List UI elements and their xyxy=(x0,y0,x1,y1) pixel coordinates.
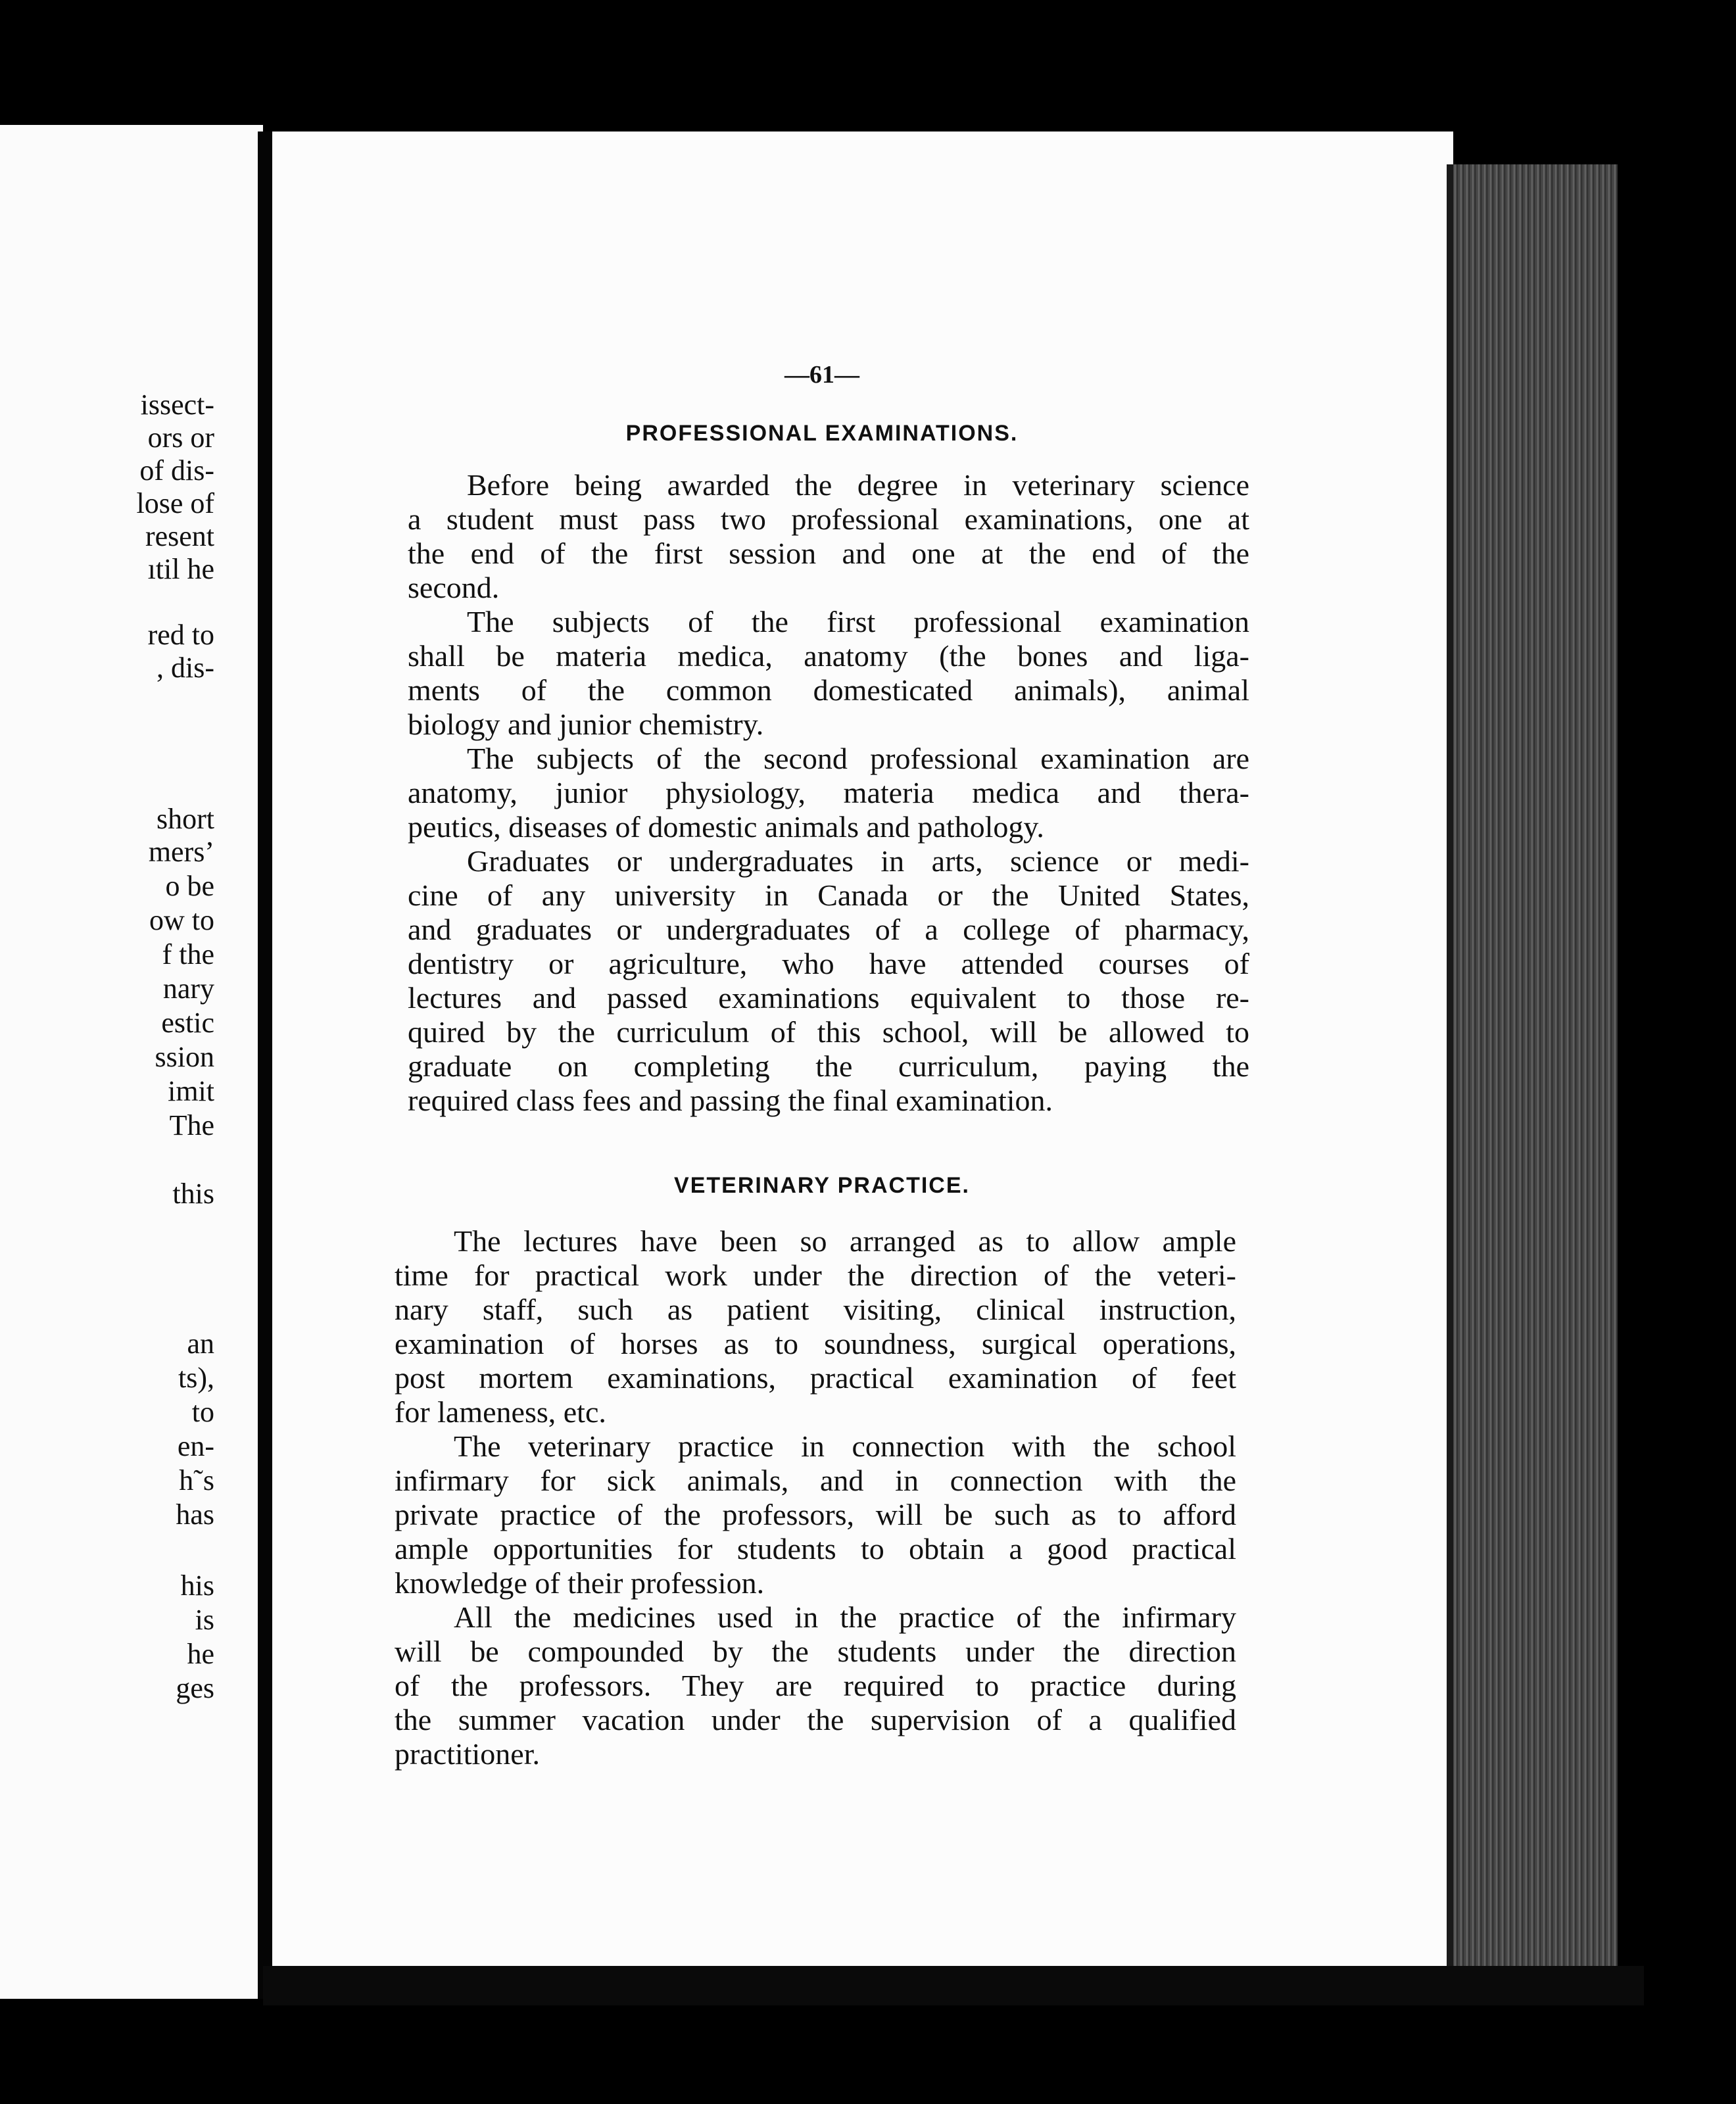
paragraph xyxy=(408,468,1249,605)
left-page-text-fragment: red to xyxy=(147,619,214,651)
text-line: the end of the first session and one at the end of the xyxy=(408,537,1249,570)
left-page-text-fragment: , dis- xyxy=(157,652,214,684)
left-page-text-fragment: is xyxy=(195,1604,214,1636)
text-line: and graduates or undergraduates of a college of pharmacy, xyxy=(408,913,1249,946)
text-line: ample opportunities for students to obtain a good practical xyxy=(395,1532,1236,1566)
text-line: second. xyxy=(408,571,500,604)
text-line: required class fees and passing the final examination. xyxy=(408,1084,1053,1117)
left-page-text-fragment: estic xyxy=(161,1007,214,1039)
text-line: quired by the curriculum of this school, will be allowed to xyxy=(408,1015,1249,1049)
text-line: lectures and passed examinations equivalent to those re- xyxy=(408,981,1249,1015)
left-page-text-fragment: resent xyxy=(145,520,214,552)
left-page-text-fragment: h˜s xyxy=(179,1464,214,1496)
left-page-text-fragment: en- xyxy=(177,1430,214,1462)
left-page-text-fragment: ssion xyxy=(155,1041,214,1073)
left-page-text-fragment: mers’ xyxy=(148,836,214,868)
left-page-text-fragment: lose of xyxy=(136,487,214,519)
section-heading-professional-examinations: PROFESSIONAL EXAMINATIONS. xyxy=(625,421,1019,446)
text-line: post mortem examinations, practical examination of feet xyxy=(395,1361,1236,1395)
left-page-text-fragment: f the xyxy=(162,938,214,970)
text-line: Before being awarded the degree in veterinary science xyxy=(467,468,1249,502)
left-page-text-fragment: short xyxy=(157,803,214,835)
left-page-text-fragment: issect- xyxy=(140,389,214,421)
paragraph xyxy=(408,742,1249,844)
text-line: the summer vacation under the supervision of a qualified xyxy=(395,1703,1236,1736)
text-line: shall be materia medica, anatomy (the bones and liga- xyxy=(408,639,1249,673)
paragraph xyxy=(395,1429,1236,1600)
left-page-text-fragment: The xyxy=(169,1109,214,1141)
text-line: cine of any university in Canada or the United States, xyxy=(408,878,1249,912)
professional-examinations-body xyxy=(408,468,1249,1118)
left-page-text-fragment: imit xyxy=(168,1075,214,1107)
left-page-text-fragment: this xyxy=(172,1178,214,1210)
text-line: examination of horses as to soundness, surgical operations, xyxy=(395,1327,1236,1360)
text-line: practitioner. xyxy=(395,1737,540,1771)
bottom-shadow xyxy=(263,1966,1644,2005)
text-line: of the professors. They are required to practice during xyxy=(395,1669,1236,1702)
left-page-text-fragment: has xyxy=(176,1498,214,1531)
paragraph xyxy=(408,844,1249,1118)
veterinary-practice-body xyxy=(395,1224,1236,1771)
text-line: private practice of the professors, will be such as to afford xyxy=(395,1498,1236,1531)
left-page-text-fragment: ges xyxy=(176,1672,214,1704)
text-line: a student must pass two professional examinations, one at xyxy=(408,502,1249,536)
book-page-edges xyxy=(1453,164,1618,1966)
text-line: time for practical work under the direction of the veteri- xyxy=(395,1258,1236,1292)
left-page-text-fragment: ts), xyxy=(178,1362,214,1394)
text-line: peutics, diseases of domestic animals and pathology. xyxy=(408,810,1044,844)
text-line: ments of the common domesticated animals), animal xyxy=(408,673,1249,707)
text-line: dentistry or agriculture, who have attended courses of xyxy=(408,947,1249,980)
text-line: anatomy, junior physiology, materia medica and thera- xyxy=(408,776,1249,809)
text-line: All the medicines used in the practice of the infirmary xyxy=(454,1600,1236,1634)
text-line: knowledge of their profession. xyxy=(395,1566,765,1600)
text-line: infirmary for sick animals, and in connection with the xyxy=(395,1464,1236,1497)
text-line: graduate on completing the curriculum, paying the xyxy=(408,1049,1249,1083)
left-page-text-fragment: ors or xyxy=(147,421,214,454)
page-number: —61— xyxy=(784,361,859,389)
text-line: biology and junior chemistry. xyxy=(408,707,764,741)
left-page-text-fragment: of dis- xyxy=(139,454,214,487)
left-page-text-fragment: he xyxy=(187,1638,214,1670)
left-page-text-fragment: his xyxy=(180,1569,214,1602)
section-heading-veterinary-practice: VETERINARY PRACTICE. xyxy=(674,1173,970,1198)
previous-page-fragment xyxy=(0,125,263,1999)
text-line: Graduates or undergraduates in arts, science or medi- xyxy=(467,844,1249,878)
text-line: The subjects of the first professional examination xyxy=(467,605,1249,638)
book-gutter xyxy=(258,132,272,1999)
text-line: for lameness, etc. xyxy=(395,1395,606,1429)
paragraph xyxy=(408,605,1249,742)
left-page-text-fragment: nary xyxy=(162,972,214,1005)
left-page-text-fragment: o be xyxy=(165,870,214,902)
text-line: nary staff, such as patient visiting, clinical instruction, xyxy=(395,1293,1236,1326)
left-page-text-fragment: ow to xyxy=(149,904,214,936)
text-line: The veterinary practice in connection with the school xyxy=(454,1429,1236,1463)
left-page-text-fragment: an xyxy=(187,1327,214,1360)
text-line: The lectures have been so arranged as to allow ample xyxy=(454,1224,1236,1258)
left-page-text-fragment: ıtil he xyxy=(147,553,214,585)
text-line: will be compounded by the students under the direction xyxy=(395,1635,1236,1668)
paragraph xyxy=(395,1224,1236,1429)
left-page-text-fragment: to xyxy=(191,1396,214,1428)
paragraph xyxy=(395,1600,1236,1771)
text-line: The subjects of the second professional examination are xyxy=(467,742,1249,775)
